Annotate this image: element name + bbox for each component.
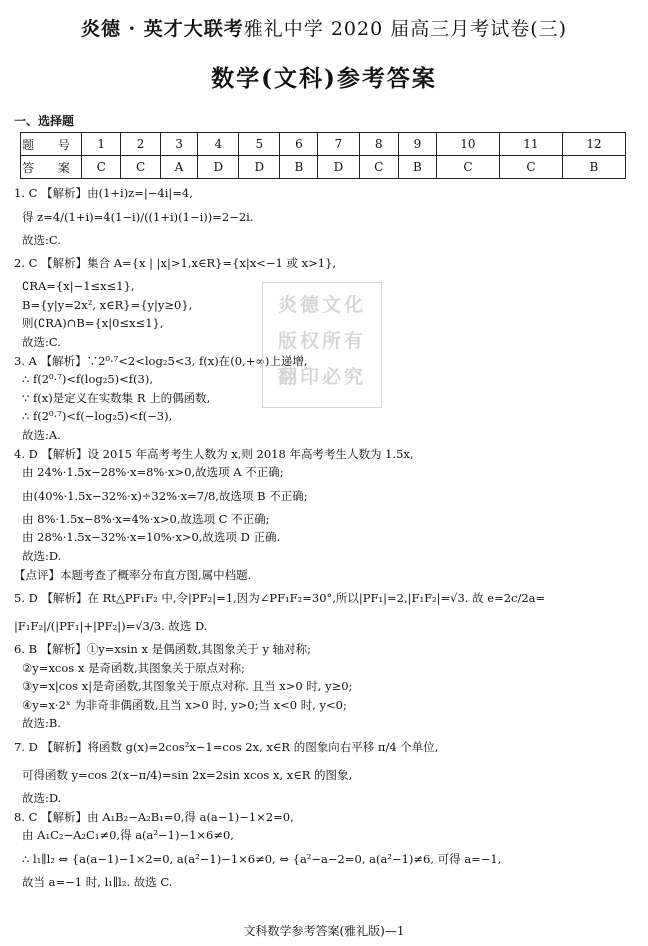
page-footer: 文科数学参考答案(雅礼版)—1 xyxy=(243,924,405,938)
answer-cell: D xyxy=(318,156,359,179)
solution-line: 可得函数 y=cos 2(x−π/4)=sin 2x=2sin xcos x, x∈R 的图象, xyxy=(22,768,353,783)
row-label-answer: 答 案 xyxy=(21,156,82,179)
question-number: 6 xyxy=(280,133,318,156)
answer-table-row-answers xyxy=(21,156,626,179)
solution-line: ∴ f(2⁰·⁷)<f(log₂5)<f(3), xyxy=(22,372,153,387)
question-number: 1 xyxy=(82,133,121,156)
solution-line: 5. D 【解析】在 Rt△PF₁F₂ 中,令|PF₂|=1,因为∠PF₁F₂=30°,所以|PF₁|=2,|F₁F₂|=√3. 故 e=2c/2a= xyxy=(14,591,546,606)
answer-cell: C xyxy=(121,156,160,179)
answer-cell: B xyxy=(562,156,625,179)
row-label-question: 题 号 xyxy=(21,133,82,156)
solution-line: 7. D 【解析】将函数 g(x)=2cos²x−1=cos 2x, x∈R 的图象向右平移 π/4 个单位, xyxy=(14,740,439,755)
solution-line: 故选:C. xyxy=(22,334,61,349)
solution-line: 由 8%·1.5x−8%·x=4%·x>0,故选项 C 不正确; xyxy=(22,511,270,526)
question-number: 11 xyxy=(499,133,562,156)
answer-cell: C xyxy=(499,156,562,179)
answer-cell: D xyxy=(198,156,239,179)
solution-line: 由 A₁C₂−A₂C₁≠0,得 a(a²−1)−1×6≠0, xyxy=(22,828,234,843)
solution-line: ④y=x·2ˣ 为非奇非偶函数,且当 x>0 时, y>0;当 x<0 时, y<0; xyxy=(22,697,347,712)
solution-line: 故选:D. xyxy=(22,791,62,806)
question-number: 12 xyxy=(562,133,625,156)
answer-cell: D xyxy=(239,156,280,179)
watermark-line: 翻印必究 xyxy=(277,366,366,388)
solution-line: ②y=xcos x 是奇函数,其图象关于原点对称; xyxy=(22,660,246,675)
answer-cell: B xyxy=(398,156,436,179)
solution-line: |F₁F₂|/(|PF₁|+|PF₂|)=√3/3. 故选 D. xyxy=(14,619,208,634)
solution-line: 6. B 【解析】①y=xsin x 是偶函数,其图象关于 y 轴对称; xyxy=(14,642,311,657)
question-number: 3 xyxy=(160,133,197,156)
solution-line: 2. C 【解析】集合 A={x | |x|>1,x∈R}={x|x<−1 或 x>1}, xyxy=(14,256,337,271)
solution-line: ∴ l₁∥l₂ ⇔ {a(a−1)−1×2=0, a(a²−1)−1×6≠0, ⇔ {a²−a−2=0, a(a²−1)≠6, 可得 a=−1, xyxy=(22,851,502,866)
solution-line: 故选:C. xyxy=(22,232,61,247)
watermark-line: 炎德文化 xyxy=(277,294,366,316)
answer-cell: C xyxy=(436,156,499,179)
solution-line: 得 z=4/(1+i)=4(1−i)/((1+i)(1−i))=2−2i. xyxy=(22,209,254,224)
answer-cell: C xyxy=(359,156,398,179)
solution-line: 1. C 【解析】由(1+i)z=|−4i|=4, xyxy=(14,186,193,200)
answer-cell: B xyxy=(280,156,318,179)
solution-line: 由(40%·1.5x−32%·x)÷32%·x=7/8,故选项 B 不正确; xyxy=(22,488,308,503)
copyright-watermark xyxy=(262,282,382,408)
solution-line: 则(∁RA)∩B={x|0≤x≤1}, xyxy=(22,316,164,331)
question-number: 8 xyxy=(359,133,398,156)
solution-line: ∁RA={x|−1≤x≤1}, xyxy=(22,279,135,294)
question-number: 7 xyxy=(318,133,359,156)
solution-line: 8. C 【解析】由 A₁B₂−A₂B₁=0,得 a(a−1)−1×2=0, xyxy=(14,809,294,824)
question-number: 5 xyxy=(239,133,280,156)
exam-title-school: 雅礼中学 2020 届高三月考试卷(三) xyxy=(243,18,568,40)
question-number: 4 xyxy=(198,133,239,156)
solution-line: 故选:A. xyxy=(22,427,61,442)
section-label: 一、选择题 xyxy=(14,114,75,128)
solution-line: ∵ f(x)是定义在实数集 R 上的偶函数, xyxy=(22,390,211,405)
answer-table xyxy=(20,132,626,179)
solution-line: ∴ f(2⁰·⁷)<f(−log₂5)<f(−3), xyxy=(22,409,173,424)
solution-line: 4. D 【解析】设 2015 年高考考生人数为 x,则 2018 年高考考生人数为 1.5x, xyxy=(14,446,414,461)
solution-line: 3. A 【解析】∵2⁰·⁷<2<log₂5<3, f(x)在(0,+∞)上递增, xyxy=(14,353,308,368)
exam-title xyxy=(0,14,648,41)
solution-line: 由 28%·1.5x−32%·x=10%·x>0,故选项 D 正确. xyxy=(22,530,281,545)
answer-key-title: 数学(文科)参考答案 xyxy=(211,65,437,92)
question-number: 10 xyxy=(436,133,499,156)
question-number: 9 xyxy=(398,133,436,156)
watermark-line: 版权所有 xyxy=(277,330,366,352)
solution-line: B={y|y=2x², x∈R}={y|y≥0}, xyxy=(22,297,193,312)
solution-line: ③y=x|cos x|是奇函数,其图象关于原点对称. 且当 x>0 时, y≥0; xyxy=(22,679,353,694)
answer-cell: C xyxy=(82,156,121,179)
solution-line: 【点评】本题考查了概率分布直方图,属中档题. xyxy=(14,567,252,582)
solution-line: 由 24%·1.5x−28%·x=8%·x>0,故选项 A 不正确; xyxy=(22,465,284,480)
solution-line: 故选:D. xyxy=(22,548,62,563)
answer-table-row-numbers xyxy=(21,133,626,156)
question-number: 2 xyxy=(121,133,160,156)
solution-line: 故当 a=−1 时, l₁∥l₂. 故选 C. xyxy=(22,874,173,889)
answer-cell: A xyxy=(160,156,197,179)
exam-title-brand: 炎德 · 英才大联考 xyxy=(80,18,244,40)
solution-line: 故选:B. xyxy=(22,716,61,731)
